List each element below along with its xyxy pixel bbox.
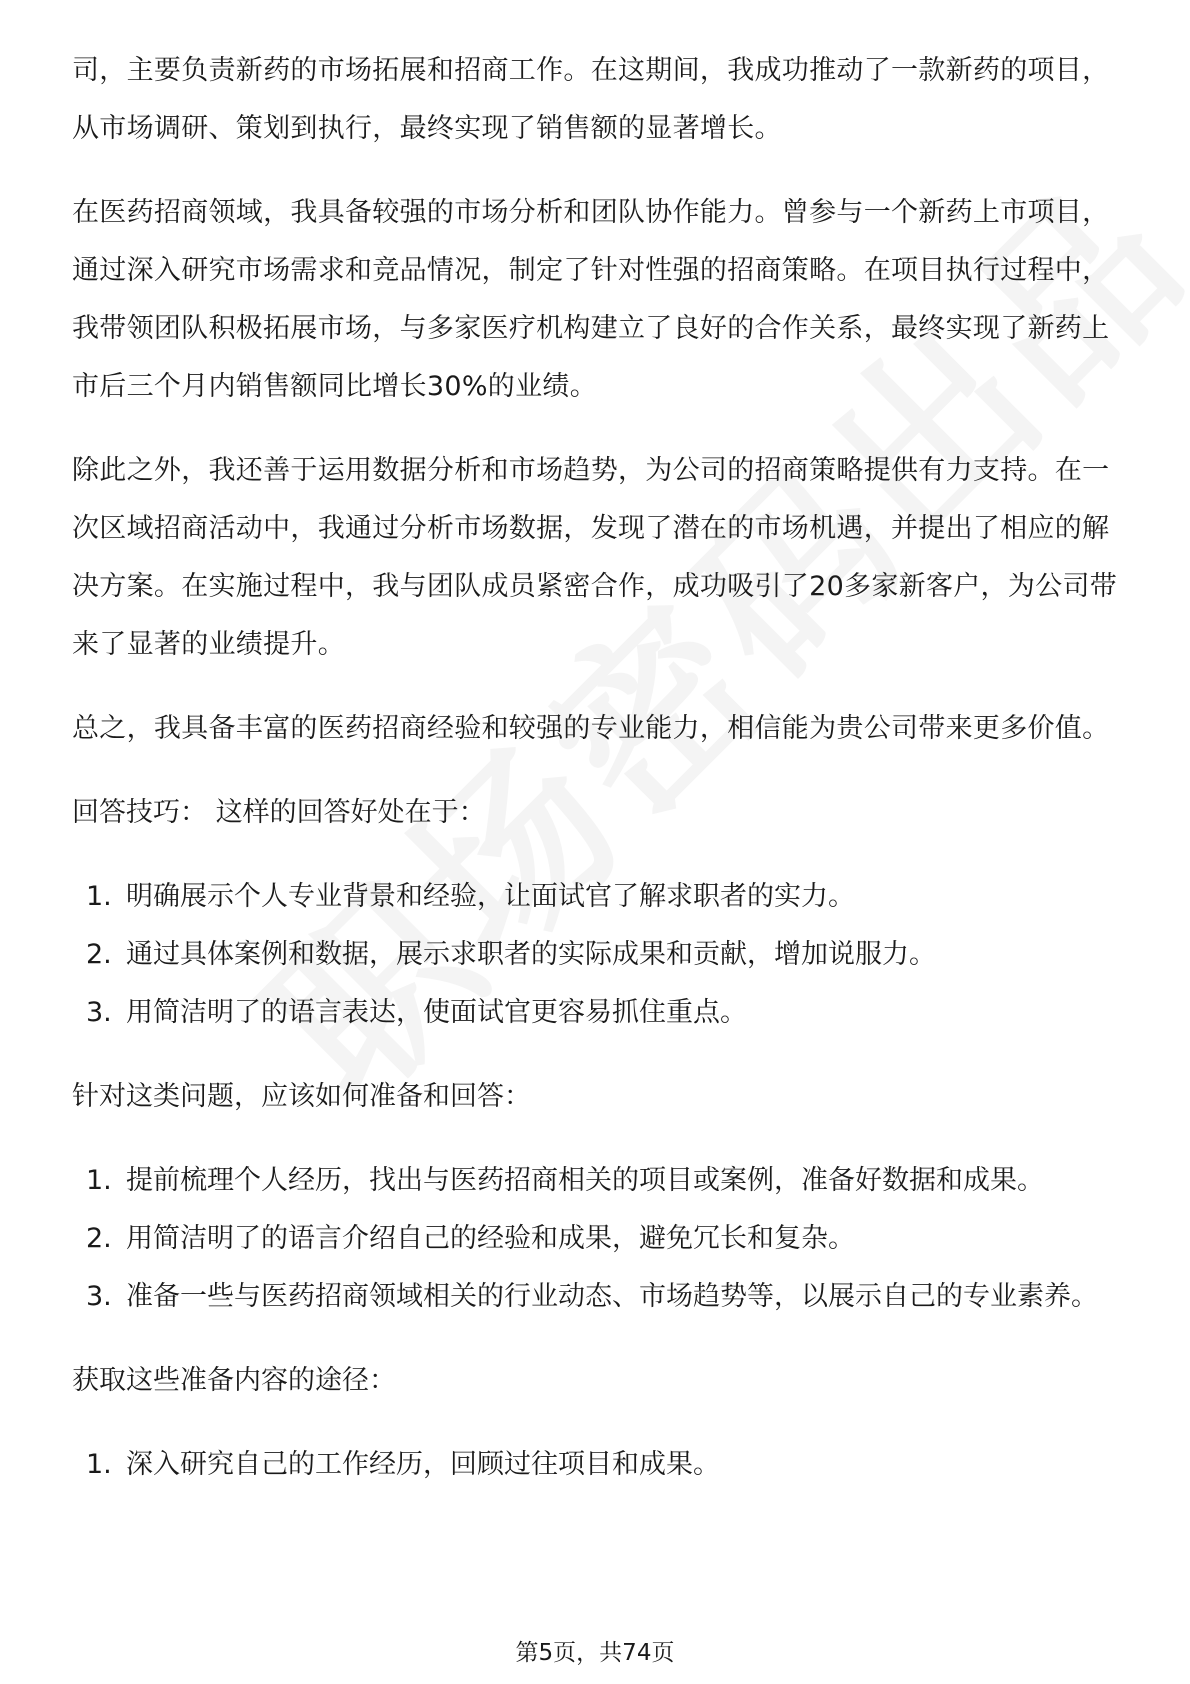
list-item-text: 用简洁明了的语言介绍自己的经验和成果，避免冗长和复杂。 xyxy=(126,1223,855,1254)
list-item xyxy=(72,1152,1118,1210)
list-number: 1. xyxy=(86,881,112,912)
list-item xyxy=(72,984,1118,1042)
list-item xyxy=(72,1268,1118,1326)
tips-heading: 回答技巧： 这样的回答好处在于： xyxy=(72,797,486,828)
paragraph-conclusion: 总之，我具备丰富的医药招商经验和较强的专业能力，相信能为贵公司带来更多价值。 xyxy=(72,713,1110,744)
list-item xyxy=(72,1436,1118,1494)
sources-list xyxy=(72,1436,1118,1494)
prepare-list xyxy=(72,1152,1118,1326)
paragraph-expertise: 在医药招商领域，我具备较强的市场分析和团队协作能力。曾参与一个新药上市项目，通过深入研究市场需求和竞品情况，制定了针对性强的招商策略。在项目执行过程中，我带领团队积极拓展市场，与多家医疗机构建立了良好的合作关系，最终实现了新药上市后三个月内销售额同比增长30%的业绩。 xyxy=(72,197,1110,402)
list-item-text: 通过具体案例和数据，展示求职者的实际成果和贡献，增加说服力。 xyxy=(126,939,936,970)
list-number: 2. xyxy=(86,1223,112,1254)
list-number: 3. xyxy=(86,997,112,1028)
list-item-text: 深入研究自己的工作经历，回顾过往项目和成果。 xyxy=(126,1449,720,1480)
page-number: 第5页，共74页 xyxy=(515,1640,675,1666)
sources-heading: 获取这些准备内容的途径： xyxy=(72,1365,396,1396)
paragraph-data-analysis: 除此之外，我还善于运用数据分析和市场趋势，为公司的招商策略提供有力支持。在一次区域招商活动中，我通过分析市场数据，发现了潜在的市场机遇，并提出了相应的解决方案。在实施过程中，我与团队成员紧密合作，成功吸引了20多家新客户，为公司带来了显著的业绩提升。 xyxy=(72,455,1118,660)
list-item-text: 用简洁明了的语言表达，使面试官更容易抓住重点。 xyxy=(126,997,747,1028)
list-number: 2. xyxy=(86,939,112,970)
list-item-text: 明确展示个人专业背景和经验，让面试官了解求职者的实力。 xyxy=(126,881,855,912)
list-item-text: 提前梳理个人经历，找出与医药招商相关的项目或案例，准备好数据和成果。 xyxy=(126,1165,1044,1196)
list-number: 1. xyxy=(86,1449,112,1480)
list-item xyxy=(72,868,1118,926)
list-item xyxy=(72,1210,1118,1268)
list-number: 3. xyxy=(86,1281,112,1312)
paragraph-intro-continued: 司，主要负责新药的市场拓展和招商工作。在这期间，我成功推动了一款新药的项目，从市场调研、策划到执行，最终实现了销售额的显著增长。 xyxy=(72,55,1110,144)
list-item-text: 准备一些与医药招商领域相关的行业动态、市场趋势等，以展示自己的专业素养。 xyxy=(126,1281,1098,1312)
list-item xyxy=(72,926,1118,984)
list-number: 1. xyxy=(86,1165,112,1196)
tips-list xyxy=(72,868,1118,1042)
prepare-heading: 针对这类问题，应该如何准备和回答： xyxy=(72,1081,531,1112)
page-content xyxy=(72,42,1118,1520)
